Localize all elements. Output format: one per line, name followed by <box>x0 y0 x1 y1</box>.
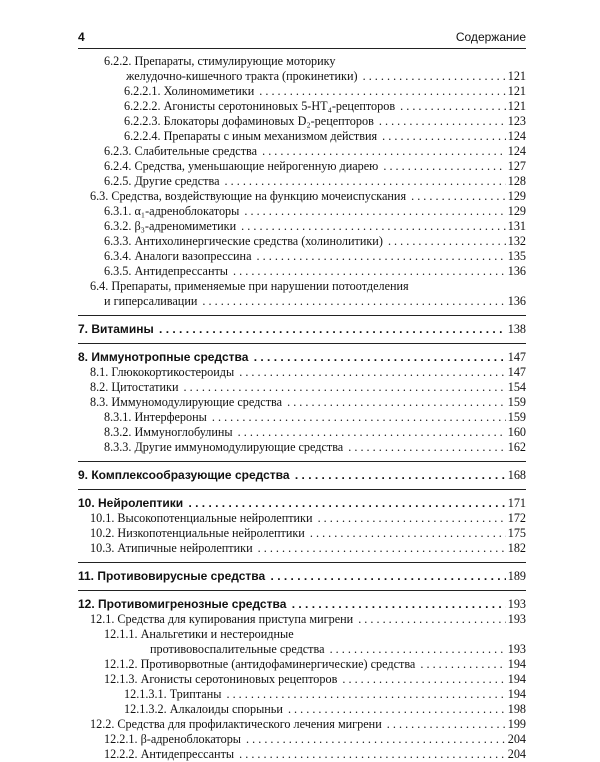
toc-page-number: 199 <box>507 717 526 731</box>
toc-entry-6-3-1 <box>78 204 526 219</box>
toc-entry-6-3-5 <box>78 264 526 279</box>
toc-entry-title: 6.3.1. α₁-адреноблокаторы <box>104 204 240 218</box>
toc-entry-title: 12.1.3.2. Алкалоиды спорыньи <box>124 702 283 716</box>
chapter-divider <box>78 455 526 462</box>
toc-entry-title: 6.3.3. Антихолинергические средства (холинолитики) <box>104 234 383 248</box>
toc-entry-6-2-2-1 <box>78 84 526 99</box>
toc-entry-title: 10.2. Низкопотенциальные нейролептики <box>90 526 305 540</box>
toc-entry-6-2-5 <box>78 174 526 189</box>
toc-entry-title: 8.2. Цитостатики <box>90 380 179 394</box>
toc-entry-6-2-2-4 <box>78 129 526 144</box>
toc-chapter-title: 9. Комплексообразующие средства <box>78 468 290 482</box>
toc-entry-title: 6.3.5. Антидепрессанты <box>104 264 228 278</box>
toc-chapter-10 <box>78 496 526 511</box>
toc-entry-title: и гиперсаливации <box>104 294 198 308</box>
toc-entry-10-3 <box>78 541 526 556</box>
toc-page-number: 160 <box>507 425 526 439</box>
toc-entry-title: 6.2.2.1. Холиномиметики <box>124 84 255 98</box>
toc-page-number: 159 <box>507 395 526 409</box>
toc-page-number: 194 <box>507 672 526 686</box>
toc-entry-12-1-3-2 <box>78 702 526 717</box>
toc-entry-title: 6.2.3. Слабительные средства <box>104 144 258 158</box>
running-title: Содержание <box>455 30 526 44</box>
toc-page-number: 135 <box>507 249 526 263</box>
chapter-divider <box>78 309 526 316</box>
toc-entry-title: 12.2.2. Антидепрессанты <box>104 747 235 761</box>
toc-entry-title: 6.2.2. Препараты, стимулирующие моторику <box>104 54 336 68</box>
toc-entry-6-3-3 <box>78 234 526 249</box>
toc-entry-12-1-1-cont <box>78 642 526 657</box>
toc-entry-title: 6.3. Средства, воздействующие на функцию мочеиспускания <box>90 189 407 203</box>
toc-entry-6-4 <box>78 279 526 294</box>
toc-entry-6-2-4 <box>78 159 526 174</box>
toc-page-number: 136 <box>507 264 526 278</box>
toc-entry-6-2-3 <box>78 144 526 159</box>
toc-entry-10-1 <box>78 511 526 526</box>
toc-entry-12-1-2 <box>78 657 526 672</box>
toc-entry-title: 8.3.3. Другие иммуномодулирующие средства <box>104 440 344 454</box>
toc-page-number: 204 <box>507 747 526 761</box>
toc-page-number: 147 <box>507 365 526 379</box>
toc-entry-12-1-3-1 <box>78 687 526 702</box>
toc-page-number: 147 <box>507 350 526 364</box>
toc-entry-8-1 <box>78 365 526 380</box>
toc-chapter-title: 7. Витамины <box>78 322 154 336</box>
toc-entry-title: 6.4. Препараты, применяемые при нарушении потоотделения <box>90 279 409 293</box>
toc-page-number: 124 <box>507 129 526 143</box>
toc-entry-8-3-2 <box>78 425 526 440</box>
toc-entry-title: 12.2.1. β-адреноблокаторы <box>104 732 241 746</box>
toc-page-number: 127 <box>507 159 526 173</box>
toc-page-number: 175 <box>507 526 526 540</box>
toc-entry-title: 6.2.4. Средства, уменьшающие нейрогенную диарею <box>104 159 379 173</box>
chapter-divider <box>78 337 526 344</box>
toc-entry-title: 12.2. Средства для профилактического лечения мигрени <box>90 717 382 731</box>
toc-chapter-title: 8. Иммунотропные средства <box>78 350 249 364</box>
toc-entry-title: 12.1. Средства для купирования приступа мигрени <box>90 612 354 626</box>
toc-entry-title: 8.3.1. Интерфероны <box>104 410 207 424</box>
toc-entry-6-2-2-3 <box>78 114 526 129</box>
toc-entry-title: 8.3.2. Иммуноглобулины <box>104 425 233 439</box>
toc-entry-6-2-2-2 <box>78 99 526 114</box>
toc-chapter-12 <box>78 597 526 612</box>
toc-page-number: 124 <box>507 144 526 158</box>
toc-entry-title: 6.2.2.3. Блокаторы дофаминовых D₂-рецепторов <box>124 114 374 128</box>
toc-page-number: 129 <box>507 189 526 203</box>
toc-page-number: 162 <box>507 440 526 454</box>
toc-entry-title: 12.1.2. Противорвотные (антидофаминергические) средства <box>104 657 416 671</box>
toc-page-number: 182 <box>507 541 526 555</box>
toc-page-number: 121 <box>507 69 526 83</box>
toc-page-number: 123 <box>507 114 526 128</box>
toc-page-number: 189 <box>507 569 526 583</box>
toc-entry-12-2-1 <box>78 732 526 747</box>
toc-entry-title: противовоспалительные средства <box>150 642 325 656</box>
chapter-divider <box>78 483 526 490</box>
toc-entry-8-2 <box>78 380 526 395</box>
toc-entry-8-3 <box>78 395 526 410</box>
running-header <box>78 28 526 49</box>
toc-chapter-8 <box>78 350 526 365</box>
toc-entry-6-2-2-cont <box>78 69 526 84</box>
toc-page-number: 194 <box>507 687 526 701</box>
toc-entry-title: 6.2.5. Другие средства <box>104 174 220 188</box>
toc-entry-title: 6.3.2. β₃-адреномиметики <box>104 219 237 233</box>
toc-page-number: 193 <box>507 612 526 626</box>
toc-entry-title: 8.1. Глюкокортикостероиды <box>90 365 235 379</box>
toc-entry-title: желудочно-кишечного тракта (прокинетики) <box>126 69 358 83</box>
toc-entry-title: 12.1.1. Анальгетики и нестероидные <box>104 627 294 641</box>
toc-entry-title: 6.2.2.2. Агонисты серотониновых 5-HT₄-рецепторов <box>124 99 396 113</box>
toc-entry-6-4-cont <box>78 294 526 309</box>
toc-chapter-9 <box>78 468 526 483</box>
toc-page-number: 154 <box>507 380 526 394</box>
page-number: 4 <box>78 30 85 44</box>
toc-page-number: 121 <box>507 84 526 98</box>
toc-entry-title: 6.2.2.4. Препараты с иным механизмом действия <box>124 129 378 143</box>
toc-chapter-11 <box>78 569 526 584</box>
toc-page-number: 193 <box>507 642 526 656</box>
toc-entry-title: 6.3.4. Аналоги вазопрессина <box>104 249 252 263</box>
toc-entry-12-2 <box>78 717 526 732</box>
toc-page-number: 159 <box>507 410 526 424</box>
toc-entry-8-3-1 <box>78 410 526 425</box>
toc-entry-6-3 <box>78 189 526 204</box>
toc-page-number: 129 <box>507 204 526 218</box>
toc-entry-6-3-2 <box>78 219 526 234</box>
toc-entry-title: 10.1. Высокопотенциальные нейролептики <box>90 511 313 525</box>
toc-entry-title: 8.3. Иммуномодулирующие средства <box>90 395 283 409</box>
toc-page-number: 132 <box>507 234 526 248</box>
toc-page-number: 204 <box>507 732 526 746</box>
toc-page-number: 172 <box>507 511 526 525</box>
toc-entry-12-1-3 <box>78 672 526 687</box>
toc-chapter-title: 10. Нейролептики <box>78 496 184 510</box>
toc-entry-12-1-1 <box>78 627 526 642</box>
table-of-contents <box>78 54 526 762</box>
toc-entry-title: 12.1.3.1. Триптаны <box>124 687 222 701</box>
toc-entry-title: 12.1.3. Агонисты серотониновых рецепторов <box>104 672 338 686</box>
toc-entry-10-2 <box>78 526 526 541</box>
toc-page-number: 121 <box>507 99 526 113</box>
toc-entry-6-3-4 <box>78 249 526 264</box>
toc-entry-title: 10.3. Атипичные нейролептики <box>90 541 253 555</box>
toc-page-number: 136 <box>507 294 526 308</box>
toc-page-number: 193 <box>507 597 526 611</box>
toc-page-number: 128 <box>507 174 526 188</box>
toc-page-number: 131 <box>507 219 526 233</box>
toc-chapter-title: 11. Противовирусные средства <box>78 569 266 583</box>
toc-entry-12-1 <box>78 612 526 627</box>
toc-entry-8-3-3 <box>78 440 526 455</box>
toc-chapter-title: 12. Противомигренозные средства <box>78 597 287 611</box>
toc-chapter-7 <box>78 322 526 337</box>
toc-page-number: 138 <box>507 322 526 336</box>
toc-entry-6-2-2 <box>78 54 526 69</box>
toc-page-number: 168 <box>507 468 526 482</box>
toc-page-number: 171 <box>507 496 526 510</box>
chapter-divider <box>78 584 526 591</box>
chapter-divider <box>78 556 526 563</box>
toc-page-number: 194 <box>507 657 526 671</box>
toc-entry-12-2-2 <box>78 747 526 762</box>
toc-page-number: 198 <box>507 702 526 716</box>
